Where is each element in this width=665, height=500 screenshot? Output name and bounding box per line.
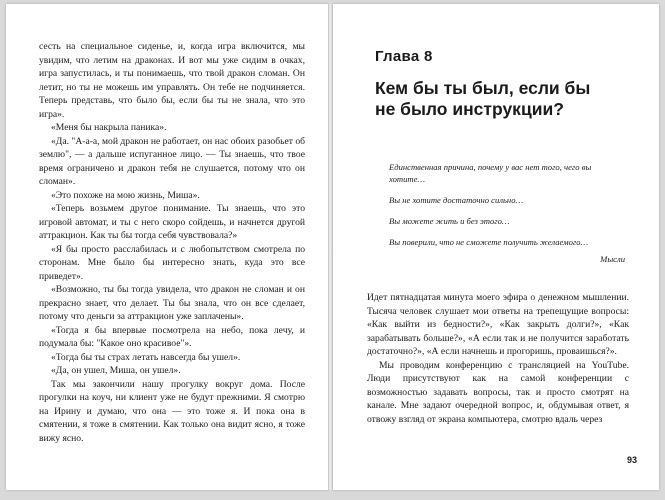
chapter-title-line: не было инструкции?	[375, 99, 564, 119]
epigraph	[389, 161, 625, 265]
paragraph: «Меня бы накрыла паника».	[51, 122, 167, 133]
paragraph: «Я бы просто расслабилась и с любопытством смотрела по сторонам. Мне было бы интересно знать, куда это все приведет».	[39, 243, 305, 282]
paragraph: «Теперь возьмем другое понимание. Ты знаешь, что это игровой автомат, и ты с него скоро сойдешь, и начнется другой аттракцион. Как ты бы тогда себя чувствовала?»	[39, 203, 305, 241]
left-page	[6, 4, 328, 490]
paragraph: «Возможно, ты бы тогда увидела, что дракон не сломан и он прекрасно знает, что делает. Ты бы знала, что он все сделает, потому что деньги за аттракцион уже заплачены».	[39, 284, 305, 322]
epigraph-line: Вы можете жить и без этого…	[389, 216, 510, 226]
right-page	[333, 4, 659, 490]
page-number: 93	[626, 455, 637, 465]
epigraph-line: Единственная причина, почему у вас нет того, чего вы хотите…	[389, 162, 592, 184]
chapter-label: Глава 8	[375, 48, 433, 65]
paragraph: Мы проводим конференцию с трансляцией на YouTube. Люди присутствуют как на самой конференции с возможностью задавать вопросы, так и просто смотрят на канале. Мне задают очередной вопрос, и, обдумывая ответ, я отвожу взгляд от экрана компьютера, смотрю вдаль через	[367, 359, 629, 425]
epigraph-source: Мысли	[600, 254, 625, 264]
paragraph: «Это похоже на мою жизнь, Миша».	[51, 189, 200, 201]
paragraph: «Тогда бы ты страх летать навсегда бы ушел».	[51, 351, 241, 363]
paragraph: Идет пятнадцатая минута моего эфира о денежном мышлении. Тысяча человек слушает мои ответы на трепещущие вопросы: «Как выйти из бедности?», «Как закрыть долги?», «Как зарабатывать больше?», «А если так и не получится заработать достаточно?», «А если начнешь и прогоришь, проваишься?».	[367, 292, 629, 357]
epigraph-line: Вы поверили, что не сможете получить желаемого…	[389, 237, 589, 247]
paragraph: «Да. "А-а-а, мой дракон не работает, он нас обоих разобьет об землю", — а дальше испуганное лицо. — Ты знаешь, что твое время ограничено и дракон тебя не слушается, потому что он сломан».	[39, 135, 305, 187]
paragraph: Так мы закончили нашу прогулку вокруг дома. После прогулки на коуч, ни клиент уже не будут прежними. Я смотрю на Ирину и думаю, что она — это тоже я. И пока она в смятении, я тоже в смятении. Как только она видит ясно, я тоже вижу ясно.	[39, 378, 305, 444]
left-page-text	[39, 40, 305, 445]
epigraph-line: Вы не хотите достаточно сильно…	[389, 195, 524, 205]
chapter-title-line: Кем бы ты был, если бы	[375, 78, 591, 98]
paragraph: «Тогда я бы впервые посмотрела на небо, пока лечу, и подумала бы: "Какое оно красивое"».	[39, 324, 305, 349]
right-page-text	[367, 291, 629, 426]
chapter-title	[375, 78, 635, 120]
paragraph: сесть на специальное сиденье, и, когда игра включится, мы увидим, что летим на драконах. И вот мы уже сидим в очках, игра запустилась, и ты понимаешь, что твой дракон сломан. Он летит, но ты не можешь им управлять. Он тебе не подчиняется. Теперь представь, что было бы, если бы ты не знала, что это игра».	[39, 41, 305, 120]
paragraph: «Да, он ушел, Миша, он ушел».	[51, 365, 181, 376]
